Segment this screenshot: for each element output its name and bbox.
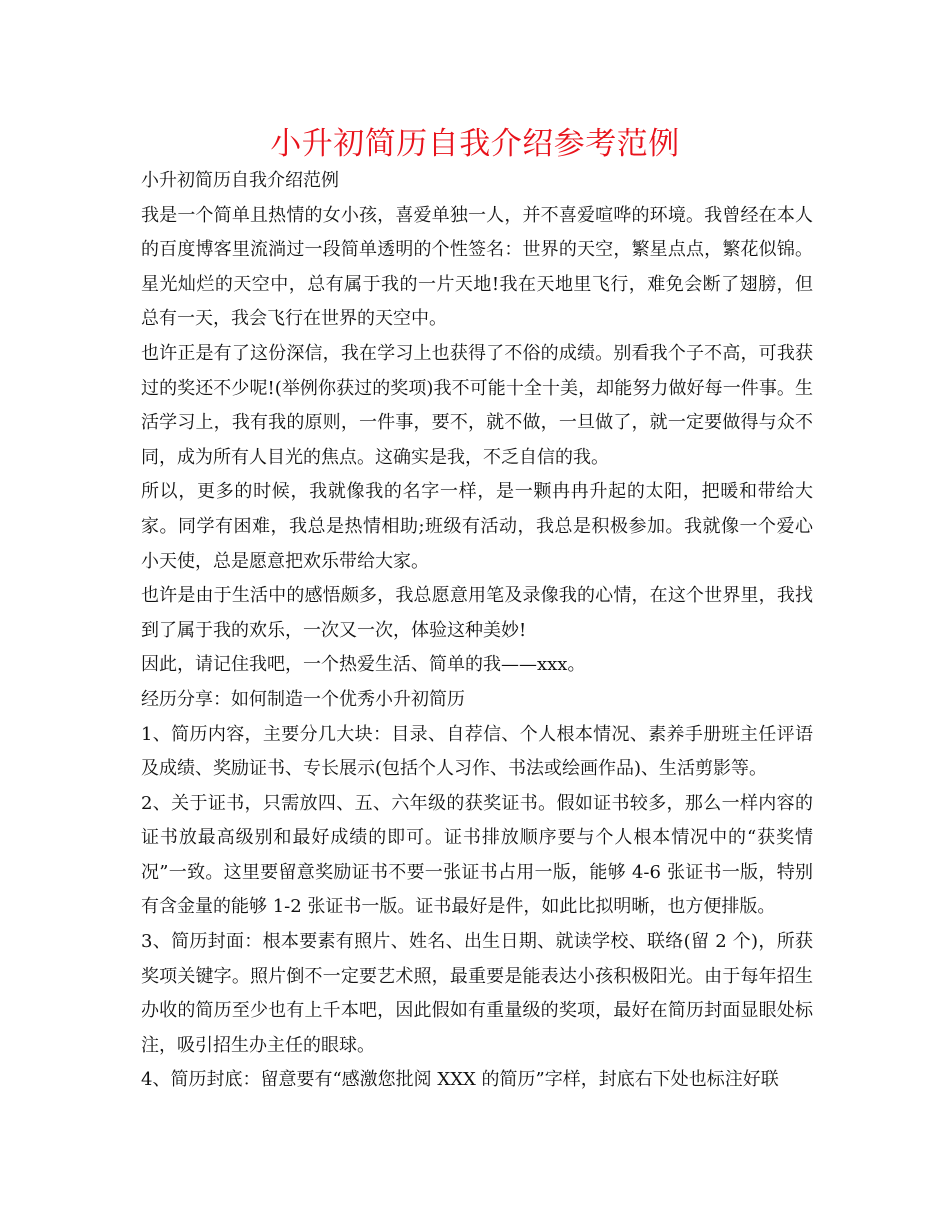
feelings-paragraph: 也许是由于生活中的感悟颇多，我总愿意用笔及录像我的心情，在这个世界里，我找到了属于我的欢乐，一次又一次，体验这种美妙! bbox=[141, 585, 813, 641]
subtitle-paragraph: 小升初简历自我介绍范例 bbox=[141, 170, 339, 191]
document-body bbox=[141, 164, 813, 1098]
tip-3-paragraph: 3、简历封面：根本要素有照片、姓名、出生日期、就读学校、联络(留 2 个)，所获奖项关键字。照片倒不一定要艺术照，最重要是能表达小孩积极阳光。由于每年招生办收的简历至少也有上千本吧，因此假如有重量级的奖项，最好在简历封面显眼处标注，吸引招生办主任的眼球。 bbox=[141, 931, 813, 1056]
achievement-paragraph: 也许正是有了这份深信，我在学习上也获得了不俗的成绩。别看我个子不高，可我获过的奖还不少呢!(举例你获过的奖项)我不可能十全十美，却能努力做好每一件事。生活学习上，我有我的原则，一件事，要不，就不做，一旦做了，就一定要做得与众不同，成为所有人目光的焦点。这确实是我，不乏自信的我。 bbox=[141, 342, 813, 468]
tip-4-paragraph: 4、简历封底：留意要有“感激您批阅 XXX 的简历”字样，封底右下处也标注好联 bbox=[141, 1069, 779, 1091]
helpfulness-paragraph: 所以，更多的时候，我就像我的名字一样，是一颗冉冉升起的太阳，把暖和带给大家。同学有困难，我总是热情相助;班级有活动，我总是积极参加。我就像一个爱心小天使，总是愿意把欢乐带给大家。 bbox=[141, 481, 813, 572]
section-heading: 经历分享：如何制造一个优秀小升初简历 bbox=[141, 688, 465, 710]
tip-2-paragraph: 2、关于证书，只需放四、五、六年级的获奖证书。假如证书较多，那么一样内容的证书放最高级别和最好成绩的即可。证书排放顺序要与个人根本情况中的“获奖情况”一致。这里要留意奖励证书不要一张证书占用一版，能够 4-6 张证书一版，特别有含金量的能够 1-2 张证书一版。证书最好是件，如此比拟明晰，也方便排版。 bbox=[141, 792, 813, 918]
intro-paragraph: 我是一个简单且热情的女小孩，喜爱单独一人，并不喜爱喧哗的环境。我曾经在本人的百度博客里流淌过一段简单透明的个性签名：世界的天空，繁星点点，繁花似锦。星光灿烂的天空中，总有属于我的一片天地!我在天地里飞行，难免会断了翅膀，但总有一天，我会飞行在世界的天空中。 bbox=[141, 204, 813, 330]
tip-1-paragraph: 1、简历内容，主要分几大块：目录、自荐信、个人根本情况、素养手册班主任评语及成绩、奖励证书、专长展示(包括个人习作、书法或绘画作品)、生活剪影等。 bbox=[141, 723, 813, 780]
document-title: 小升初简历自我介绍参考范例 bbox=[270, 126, 680, 162]
closing-paragraph: 因此，请记住我吧，一个热爱生活、简单的我——xxx。 bbox=[141, 654, 586, 676]
